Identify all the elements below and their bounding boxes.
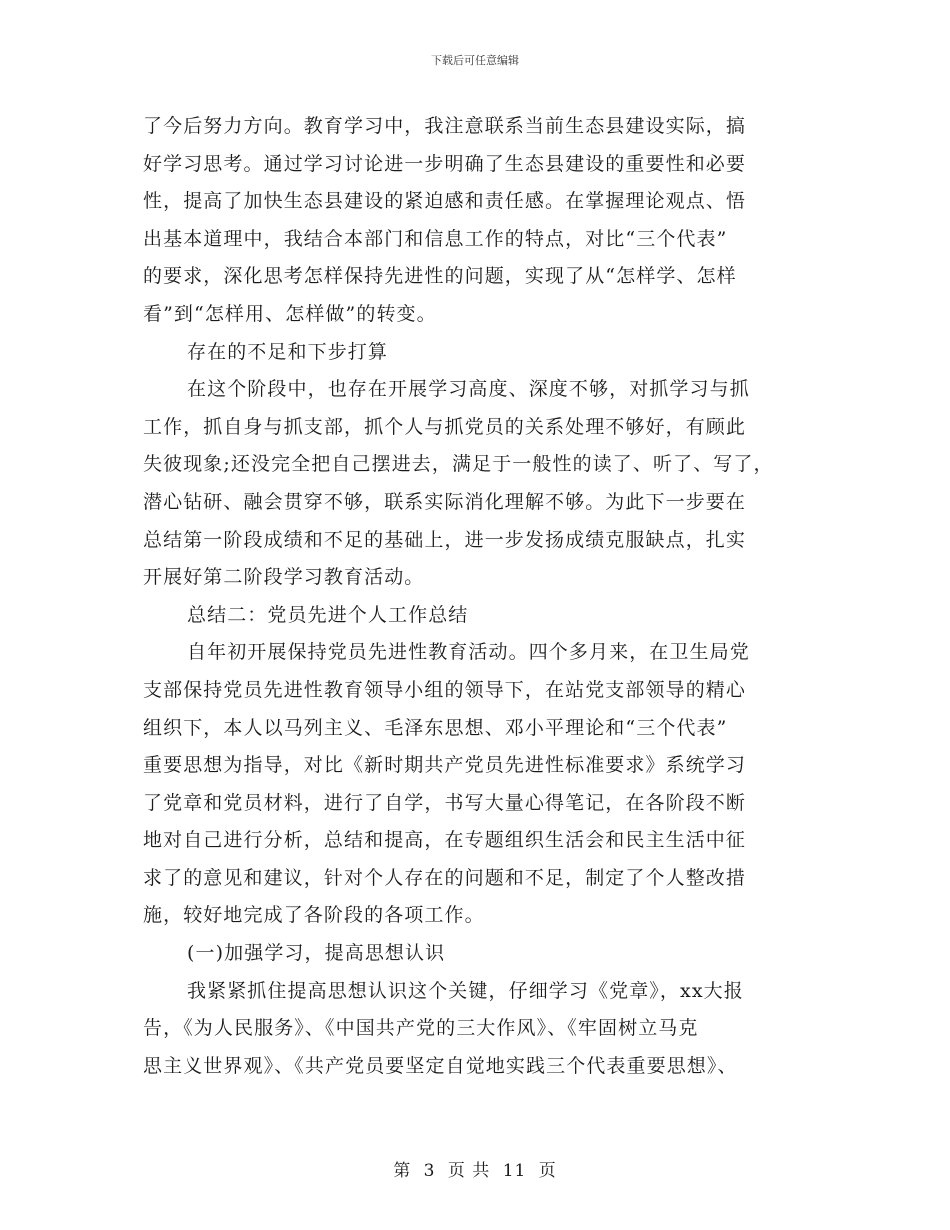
body-line: 好学习思考。通过学习讨论进一步明确了生态县建设的重要性和必要 [143,152,747,175]
footer-middle: 页 共 [447,1161,491,1181]
body-line: 告，《为人民服务》、《中国共产党的三大作风》、《牢固树立马克 [143,1017,699,1040]
page-header: 下载后可任意编辑 [431,54,519,67]
body-line: 施，较好地完成了各阶段的各项工作。 [143,904,485,927]
body-line: 组织下，本人以马列主义、毛泽东思想、邓小平理论和“三个代表” [143,716,728,739]
body-line: 工作，抓自身与抓支部，抓个人与抓党员的关系处理不够好，有顾此 [143,415,747,438]
section-heading: 总结二：党员先进个人工作总结 [187,603,469,626]
body-line: 开展好第二阶段学习教育活动。 [143,566,425,589]
body-line: 在这个阶段中，也存在开展学习高度、深度不够，对抓学习与抓 [187,378,750,401]
body-line: 看”到“怎样用、怎样做”的转变。 [143,302,437,325]
body-line: 地对自己进行分析，总结和提高，在专题组织生活会和民主生活中征 [143,829,747,852]
body-line: 潜心钻研、融会贯穿不够，联系实际消化理解不够。为此下一步要在 [143,490,747,513]
body-line: 我紧紧抓住提高思想认识这个关键，仔细学习《党章》，xx大报 [187,979,744,1002]
body-line: 支部保持党员先进性教育领导小组的领导下，在站党支部领导的精心 [143,678,747,701]
total-page-count: 11 [502,1161,527,1181]
body-line: 了党章和党员材料，进行了自学，书写大量心得笔记，在各阶段不断 [143,791,747,814]
section-heading: 存在的不足和下步打算 [187,340,389,363]
document-body [143,108,813,1085]
footer-suffix: 页 [538,1161,557,1181]
body-line: 求了的意见和建议，针对个人存在的问题和不足，制定了个人整改措 [143,866,747,889]
body-line: 思主义世界观》、《共产党员要坚定自觉地实践三个代表重要思想》、 [143,1054,738,1077]
body-line: 了今后努力方向。教育学习中，我注意联系当前生态县建设实际，搞 [143,115,747,137]
current-page-number: 3 [423,1161,436,1181]
body-line: 重要思想为指导，对比《新时期共产党员先进性标准要求》系统学习 [143,754,747,777]
page-footer [0,1156,950,1181]
body-line: 性，提高了加快生态县建设的紧迫感和责任感。在掌握理论观点、悟 [143,190,747,213]
body-line: 失彼现象;还没完全把自己摆进去，满足于一般性的读了、听了、写了， [143,453,774,476]
footer-prefix: 第 [393,1161,412,1181]
body-line: 自年初开展保持党员先进性教育活动。四个多月来，在卫生局党 [187,641,750,664]
body-line: 的要求，深化思考怎样保持先进性的问题，实现了从“怎样学、怎样 [143,265,737,288]
body-line: 出基本道理中，我结合本部门和信息工作的特点，对比“三个代表” [143,227,728,250]
section-heading: (一)加强学习，提高思想认识 [187,942,446,965]
body-line: 总结第一阶段成绩和不足的基础上，进一步发扬成绩克服缺点，扎实 [143,528,747,551]
